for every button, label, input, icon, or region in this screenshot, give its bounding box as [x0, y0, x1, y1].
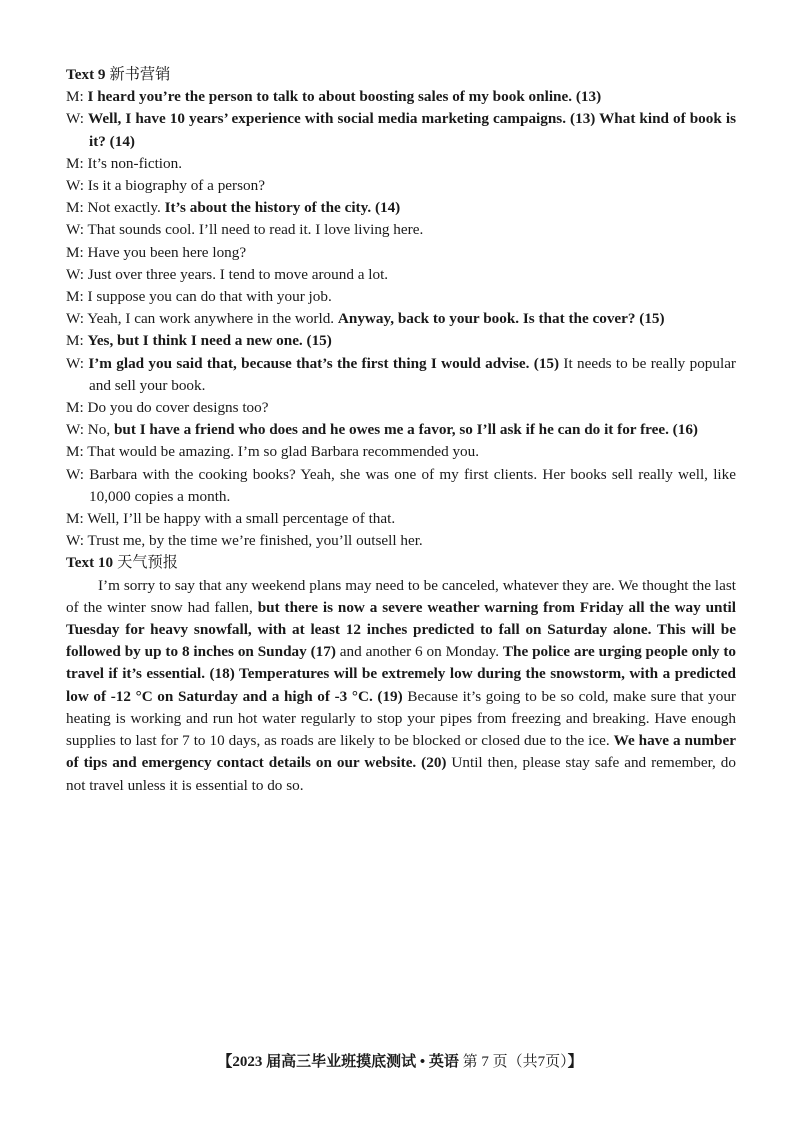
text10-title: 天气预报 — [117, 554, 178, 572]
dialogue-line — [66, 464, 736, 508]
dialogue-text: It needs to be really popular and sell your book. — [89, 354, 736, 394]
dialogue-line — [66, 153, 736, 175]
dialogue-text: That would be amazing. I’m so glad Barbara recommended you. — [87, 443, 480, 461]
dialogue-line — [66, 441, 736, 463]
passage-text: Until then, please stay safe and remember, do not travel unless it is essential to do so. — [66, 754, 736, 794]
dialogue-line — [66, 508, 736, 530]
weather-passage — [66, 575, 736, 797]
dialogue-text: Do you do cover designs too? — [87, 399, 269, 417]
dialogue-text: Well, I’ll be happy with a small percentage of that. — [87, 510, 396, 528]
answer-key-text: Anyway, back to your book. Is that the cover? (15) — [337, 310, 665, 328]
dialogue-text: It’s non-fiction. — [87, 154, 183, 172]
dialogue-line — [66, 219, 736, 241]
answer-key-text: The police are urging people only to travel if it’s essential. (18) Temperatures will be extremely low during the snowstorm, with a predicted low of -12 °C on Saturday and a high of -3 °C. (19) — [66, 643, 736, 705]
text10-label: Text 10 — [66, 554, 114, 572]
dialogue-line — [66, 264, 736, 286]
speaker-label: M: — [66, 288, 88, 306]
footer-page-number: 7 — [481, 1054, 489, 1070]
text9-title: 新书营销 — [109, 66, 171, 83]
answer-key-text: I heard you’re the person to talk to about boosting sales of my book online. (13) — [87, 88, 602, 106]
dialogue-text: Just over three years. I tend to move around a lot. — [87, 265, 389, 283]
answer-key-text: We have a number of tips and emergency contact details on our website. (20) — [66, 732, 736, 772]
dialogue-line — [66, 330, 736, 352]
dialogue-line — [66, 353, 736, 397]
speaker-label: M: — [66, 399, 88, 417]
text9-heading — [66, 64, 736, 86]
text9-label: Text 9 — [66, 66, 106, 83]
dialogue-line — [66, 197, 736, 219]
dialogue-text: Yeah, I can work anywhere in the world. — [87, 310, 338, 328]
dialogue-line — [66, 308, 736, 330]
answer-key-text: but I have a friend who does and he owes me a favor, so I’ll ask if he can do it for free. (16) — [113, 421, 698, 439]
speaker-label: M: — [66, 332, 88, 350]
speaker-label: W: — [66, 421, 88, 439]
answer-key-text: It’s about the history of the city. (14) — [164, 199, 401, 217]
passage-text: I’m sorry to say that any weekend plans may need to be canceled, whatever they are. We thought the last of the winter snow had fallen, — [66, 576, 736, 616]
footer-total: 7 — [537, 1054, 546, 1070]
speaker-label: W: — [66, 354, 89, 372]
dialogue-line — [66, 530, 736, 552]
dialogue-text: Barbara with the cooking books? Yeah, she was one of my first clients. Her books sell really well, like 10,000 copies a month. — [89, 465, 736, 505]
footer-total-suffix: 页） — [545, 1054, 568, 1070]
speaker-label: W: — [66, 265, 88, 283]
page-footer — [0, 1052, 800, 1072]
speaker-label: M: — [66, 510, 88, 528]
dialogue-line — [66, 86, 736, 108]
speaker-label: W: — [66, 465, 90, 483]
footer-open: 【 — [217, 1054, 233, 1070]
text10-heading — [66, 552, 736, 574]
dialogue-text: That sounds cool. I’ll need to read it. I love living here. — [87, 221, 424, 239]
dialogue-line — [66, 242, 736, 264]
speaker-label: M: — [66, 243, 88, 261]
speaker-label: W: — [66, 310, 88, 328]
speaker-label: W: — [66, 221, 88, 239]
footer-page-prefix: 第 — [458, 1054, 482, 1070]
dialogue-text: Trust me, by the time we’re finished, you’ll outsell her. — [87, 532, 423, 550]
answer-key-text: I’m glad you said that, because that’s the first thing I would advise. (15) — [88, 354, 560, 372]
speaker-label: M: — [66, 88, 88, 106]
speaker-label: W: — [66, 532, 88, 550]
dialogue-text: Have you been here long? — [87, 243, 247, 261]
dialogue-text: Not exactly. — [87, 199, 165, 217]
passage-text: and another 6 on Monday. — [335, 643, 503, 661]
speaker-label: W: — [66, 110, 89, 128]
footer-page-suffix: 页（共 — [488, 1054, 538, 1070]
speaker-label: W: — [66, 177, 88, 195]
dialogue-line — [66, 108, 736, 152]
dialogue-text: Is it a biography of a person? — [87, 177, 265, 195]
speaker-label: M: — [66, 443, 88, 461]
dialogue-line — [66, 175, 736, 197]
document-page — [66, 64, 736, 797]
speaker-label: M: — [66, 199, 88, 217]
passage-text: Because it’s going to be so cold, make sure that your heating is working and run hot water regularly to stop your pipes from freezing and breaking. Have enough supplies to last for 7 to 10 days, as roads are likely to be blocked or closed due to the ice. — [66, 687, 736, 750]
footer-close: 】 — [567, 1054, 583, 1070]
dialogue-line — [66, 419, 736, 441]
dialogue-text: No, — [87, 421, 114, 439]
answer-key-text: but there is now a severe weather warning from Friday all the way until Tuesday for heavy snowfall, with at least 12 inches predicted to fall on Saturday alone. This will be followed by up to 8 inches on Sunday (17) — [66, 598, 736, 661]
dialogue — [66, 86, 736, 552]
answer-key-text: Well, I have 10 years’ experience with social media marketing campaigns. (13) What kind of book is it? (14) — [88, 110, 736, 150]
dialogue-line — [66, 397, 736, 419]
footer-title: 2023 届高三毕业班摸底测试 • 英语 — [232, 1054, 459, 1070]
dialogue-line — [66, 286, 736, 308]
answer-key-text: Yes, but I think I need a new one. (15) — [87, 332, 332, 350]
dialogue-text: I suppose you can do that with your job. — [87, 288, 332, 306]
speaker-label: M: — [66, 154, 88, 172]
